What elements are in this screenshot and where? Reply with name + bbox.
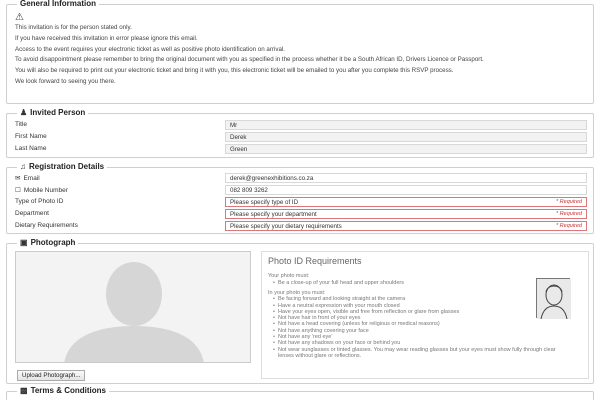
email-row [15,173,587,183]
list-item: • Not have hair in front of your eyes [278,315,568,321]
warning-icon: ⚠ [15,12,24,23]
department-field[interactable] [225,209,587,219]
invited-person-section [6,108,594,158]
terms-title: Terms & Conditions [30,386,106,395]
required-tag: * Required [556,223,582,229]
email-field[interactable]: derek@greenexhibitions.co.za [225,173,587,183]
photo-placeholder [15,251,251,363]
registration-details-section [6,162,594,234]
envelope-icon: ✉ [15,175,21,182]
phone-icon: ☐ [15,187,21,194]
photo-requirements-title: Photo ID Requirements [268,256,362,266]
registration-details-legend [17,162,107,172]
photo-id-placeholder: Please specify type of ID [230,199,299,206]
first-name-row [15,132,587,142]
info-line: We look forward to seeing you there. [15,77,116,85]
last-name-value: Green [225,144,587,154]
music-note-icon: ♫ [20,162,26,171]
department-row [15,209,587,219]
email-label: Email [23,175,40,182]
list-item: • Be facing forward and looking straight at the camera [278,296,568,302]
title-label: Title [15,121,28,128]
photo-id-row [15,197,587,207]
list-item: • Not have any 'red eye' [278,334,568,340]
general-information-legend [17,0,99,9]
info-line: You will also be required to print out your electronic ticket and bring it with you, this electronic ticket will be emailed to you after you complete this RSVP process. [15,67,454,75]
terms-legend [17,386,109,396]
list-item: • Not have any shadows on your face or behind you [278,340,568,346]
photograph-section [6,238,594,384]
dietary-label: Dietary Requirements [15,222,78,229]
list-item: • Not wear sunglasses or tinted glasses. You may wear reading glasses but your eyes must show fully through clear lenses without glare or reflections. [278,347,568,360]
invited-person-title: Invited Person [30,108,86,117]
dietary-row [15,221,587,231]
list-item: • Have your eyes open, visible and free from reflection or glare from glasses [278,309,498,315]
in-photo-list [268,296,568,359]
mobile-field[interactable]: 082 809 3262 [225,185,587,195]
dietary-field[interactable] [225,221,587,231]
person-icon: ♟ [20,108,28,117]
upload-photograph-button[interactable]: Upload Photograph... [17,370,85,381]
mobile-label-wrap [15,186,68,194]
list-item: • Be a close-up of your full head and upper shoulders [278,280,582,286]
info-line: This invitation is for the person stated only. [15,24,132,31]
department-placeholder: Please specify your department [230,211,317,218]
photo-requirements-box [261,251,589,379]
last-name-label: Last Name [15,145,47,152]
last-name-row [15,144,587,154]
mobile-row [15,185,587,195]
invited-person-legend [17,108,88,118]
list-item: • Not have anything covering your face [278,328,568,334]
required-tag: * Required [556,199,582,205]
photo-must-list [268,280,582,286]
info-line: To avoid disappointment please remember to bring the original document with you as specified in the process whether it be a South African ID, Drivers Licence or Passport. [15,56,484,64]
photo-id-label: Type of Photo ID [15,198,64,205]
document-icon: ▩ [20,386,28,395]
in-photo-intro: In your photo you must: [268,289,326,296]
required-tag: * Required [556,211,582,217]
photograph-legend [17,238,78,248]
general-information-title: General Information [20,0,97,8]
first-name-label: First Name [15,133,47,140]
mobile-label: Mobile Number [23,187,68,194]
photograph-title: Photograph [30,238,76,247]
first-name-value: Derek [225,132,587,142]
photo-must-intro: Your photo must: [268,273,310,279]
list-item: • Have a neutral expression with your mouth closed [278,303,568,309]
info-line: Access to the event requires your electronic ticket as well as positive photo identification on arrival. [15,45,285,53]
sample-face-icon [536,278,570,318]
list-item: • Not have a head covering (unless for religious or medical reasons) [278,321,568,327]
avatar-silhouette-icon [16,252,251,363]
registration-details-title: Registration Details [29,162,105,171]
title-value: Mr [225,120,587,130]
department-label: Department [15,210,49,217]
email-label-wrap [15,174,40,182]
dietary-placeholder: Please specify your dietary requirements [230,223,342,230]
general-information-section [6,0,594,104]
photo-id-select[interactable] [225,197,587,207]
title-row [15,120,587,130]
general-information-text [15,24,589,89]
terms-section [6,386,594,400]
info-line: If you have received this invitation in error please ignore this email. [15,34,198,42]
camera-icon: ▣ [20,238,28,247]
